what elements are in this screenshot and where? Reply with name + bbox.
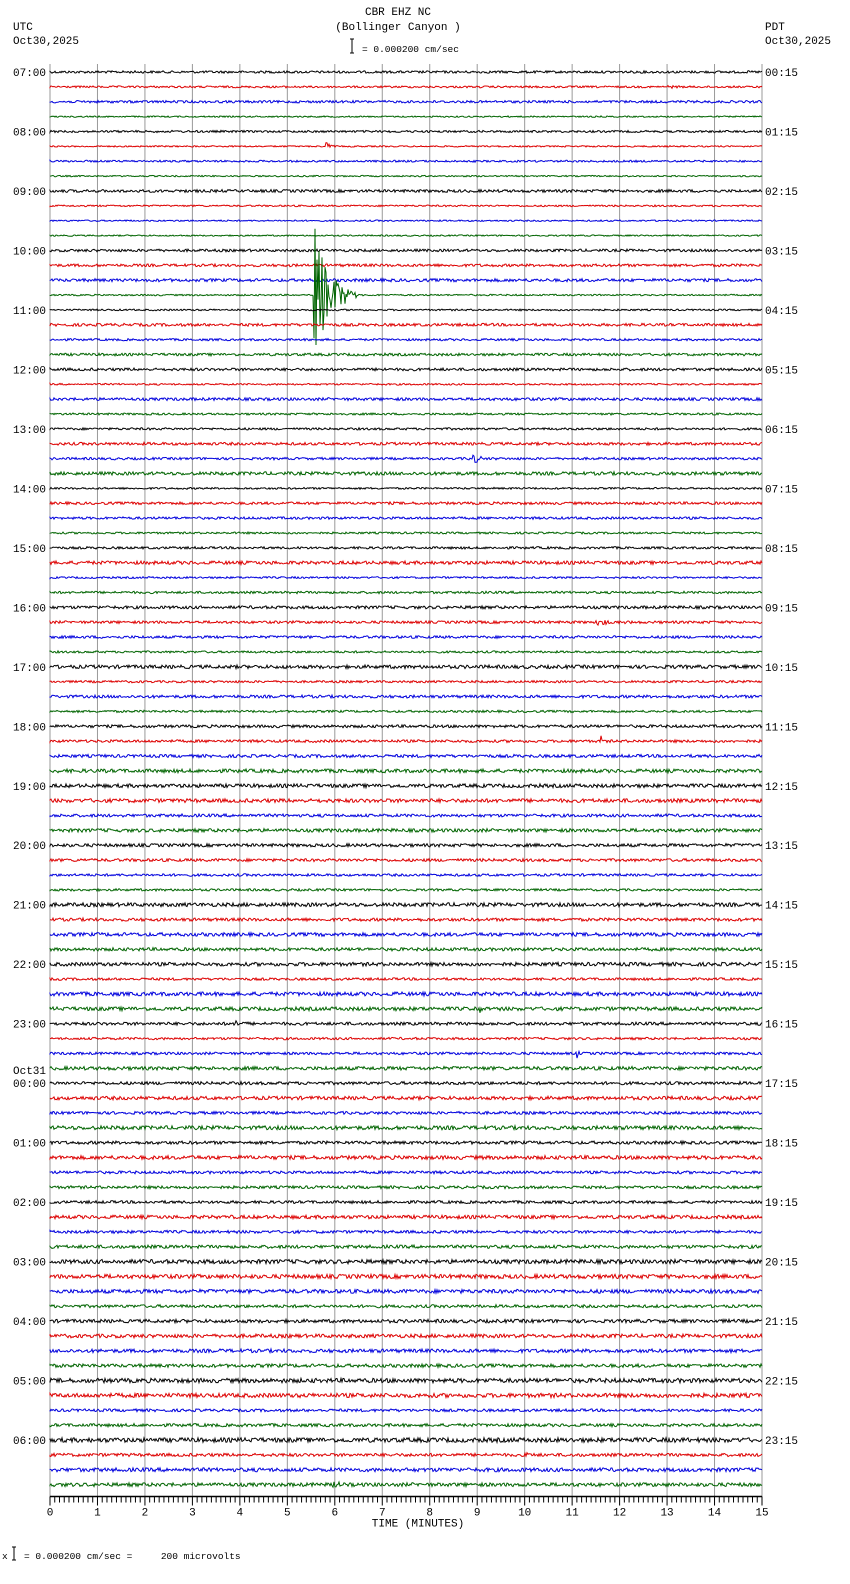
seismic-trace <box>50 130 762 132</box>
utc-hour-label: 04:00 <box>13 1317 47 1330</box>
seismic-trace <box>50 532 762 534</box>
seismic-trace <box>50 428 762 430</box>
seismic-trace <box>50 636 762 639</box>
x-tick-label: 2 <box>141 1507 149 1520</box>
seismic-trace <box>50 962 762 966</box>
seismic-trace <box>50 1393 762 1397</box>
seismic-trace <box>50 1082 762 1085</box>
pdt-hour-label: 17:15 <box>765 1079 799 1092</box>
x-tick-label: 13 <box>660 1507 674 1520</box>
station-location: (Bollinger Canyon ) <box>335 22 461 34</box>
pdt-hour-label: 03:15 <box>765 246 799 259</box>
seismic-trace <box>50 1007 762 1013</box>
seismic-trace <box>50 948 762 951</box>
seismic-trace <box>50 160 762 162</box>
utc-hour-label: 17:00 <box>13 662 47 675</box>
seismic-trace <box>50 1453 762 1457</box>
seismic-trace <box>50 86 762 89</box>
seismic-trace <box>50 517 762 519</box>
seismic-trace <box>50 249 762 252</box>
footer-scale-label: = 0.000200 cm/sec = 200 microvolts <box>24 1551 241 1562</box>
seismic-trace <box>50 710 762 712</box>
seismic-trace <box>50 323 762 326</box>
seismic-trace <box>50 769 762 773</box>
seismic-trace <box>50 1378 762 1382</box>
left-date: Oct30,2025 <box>13 36 80 48</box>
seismic-trace <box>50 175 762 176</box>
seismic-trace <box>50 116 762 117</box>
footer-scale-bar-icon <box>12 1547 16 1560</box>
utc-hour-label: 14:00 <box>13 484 47 497</box>
seismic-trace <box>50 606 762 609</box>
pdt-hour-label: 08:15 <box>765 543 799 556</box>
utc-hour-label: 19:00 <box>13 781 47 794</box>
pdt-hour-label: 13:15 <box>765 841 799 854</box>
seismic-trace <box>50 978 762 981</box>
seismic-trace <box>50 1334 762 1338</box>
left-timezone: UTC <box>13 22 33 34</box>
seismic-trace <box>50 413 762 415</box>
seismic-trace <box>50 620 762 625</box>
seismic-trace <box>50 1424 762 1427</box>
traces <box>50 71 762 1487</box>
seismic-trace <box>50 665 762 669</box>
seismic-trace <box>50 1141 762 1144</box>
seismic-trace <box>50 353 762 356</box>
utc-hour-label: 15:00 <box>13 543 47 556</box>
seismic-trace <box>50 799 762 803</box>
seismic-trace <box>50 736 762 743</box>
seismic-trace <box>50 1096 762 1100</box>
footer-scale-prefix: x <box>2 1551 8 1562</box>
seismic-trace <box>50 1230 762 1233</box>
x-tick-label: 6 <box>331 1507 339 1520</box>
x-tick-label: 3 <box>189 1507 196 1520</box>
utc-hour-label: 23:00 <box>13 1019 47 1032</box>
right-timezone: PDT <box>765 22 785 34</box>
x-tick-label: 1 <box>94 1507 101 1520</box>
utc-hour-label: 11:00 <box>13 305 47 318</box>
utc-hour-label: 18:00 <box>13 722 47 735</box>
pdt-hour-label: 02:15 <box>765 186 799 199</box>
utc-hour-label: 01:00 <box>13 1138 47 1151</box>
utc-hour-label: 16:00 <box>13 603 47 616</box>
seismic-trace <box>50 1126 762 1130</box>
seismic-trace <box>50 143 762 147</box>
utc-hour-label: 21:00 <box>13 900 47 913</box>
seismic-trace <box>50 829 762 832</box>
seismic-trace <box>50 205 762 207</box>
seismic-trace <box>50 859 762 862</box>
x-tick-label: 5 <box>284 1507 291 1520</box>
seismic-trace <box>50 1112 762 1115</box>
utc-hour-label: 22:00 <box>13 960 47 973</box>
pdt-hour-label: 07:15 <box>765 484 799 497</box>
seismic-trace <box>50 1364 762 1367</box>
seismic-trace <box>50 1349 762 1353</box>
seismic-trace <box>50 591 762 593</box>
pdt-hour-label: 10:15 <box>765 662 799 675</box>
scale-label: = 0.000200 cm/sec <box>362 44 459 55</box>
seismic-trace <box>50 1289 762 1293</box>
pdt-hour-label: 20:15 <box>765 1257 799 1270</box>
seismic-trace <box>50 235 762 236</box>
x-tick-label: 8 <box>426 1507 434 1520</box>
seismic-trace <box>50 903 762 907</box>
x-axis-label: TIME (MINUTES) <box>371 1518 465 1531</box>
pdt-hour-label: 04:15 <box>765 305 799 318</box>
utc-hour-label: 10:00 <box>13 246 47 259</box>
seismic-trace <box>50 1171 762 1174</box>
pdt-hour-label: 09:15 <box>765 603 799 616</box>
utc-hour-label: 09:00 <box>13 186 47 199</box>
seismic-trace <box>50 383 762 385</box>
x-tick-label: 14 <box>707 1507 722 1520</box>
pdt-hour-label: 23:15 <box>765 1436 799 1449</box>
seismic-trace <box>50 918 762 921</box>
pdt-hour-label: 18:15 <box>765 1138 799 1151</box>
seismic-trace <box>50 71 762 73</box>
pdt-hour-label: 14:15 <box>765 900 799 913</box>
seismic-trace <box>50 547 762 549</box>
seismic-trace <box>50 1305 762 1308</box>
seismic-trace <box>50 1021 762 1025</box>
seismic-trace <box>50 874 762 876</box>
seismic-trace <box>50 1067 762 1071</box>
pdt-hour-label: 01:15 <box>765 127 799 140</box>
utc-hour-label: 06:00 <box>13 1436 47 1449</box>
seismic-trace <box>50 101 762 104</box>
x-tick-label: 11 <box>565 1507 579 1520</box>
seismic-trace <box>50 264 762 267</box>
x-tick-label: 7 <box>378 1507 386 1520</box>
utc-hour-label: 08:00 <box>13 127 47 140</box>
utc-hour-label: 00:00 <box>13 1079 47 1092</box>
utc-hour-label: 05:00 <box>13 1376 47 1389</box>
utc-hour-label: 03:00 <box>13 1257 47 1270</box>
utc-hour-label: 13:00 <box>13 424 47 437</box>
utc-hour-label: 07:00 <box>13 68 47 80</box>
pdt-hour-label: 06:15 <box>765 424 799 437</box>
utc-hour-label: 12:00 <box>13 365 47 378</box>
seismic-trace <box>50 190 762 193</box>
seismic-trace <box>50 725 762 728</box>
seismic-trace <box>50 487 762 489</box>
seismic-trace <box>50 1438 762 1443</box>
seismic-trace <box>50 1037 762 1039</box>
seismic-trace <box>50 502 762 505</box>
pdt-hour-label: 19:15 <box>765 1198 799 1211</box>
seismic-trace <box>50 1274 762 1278</box>
seismic-trace <box>50 309 762 311</box>
x-tick-label: 12 <box>612 1507 627 1520</box>
pdt-hour-label: 05:15 <box>765 365 799 378</box>
seismic-trace <box>50 651 762 653</box>
station-title: CBR EHZ NC <box>364 7 432 19</box>
pdt-hour-label: 12:15 <box>765 781 799 794</box>
seismic-trace <box>50 1319 762 1323</box>
x-tick-label: 10 <box>518 1507 532 1520</box>
seismic-trace <box>50 681 762 683</box>
pdt-hour-label: 11:15 <box>765 722 799 735</box>
seismic-trace <box>50 577 762 579</box>
seismic-trace <box>50 889 762 891</box>
seismic-trace <box>50 398 762 401</box>
seismic-trace <box>50 1468 762 1472</box>
seismic-trace <box>50 1156 762 1160</box>
x-tick-label: 4 <box>236 1507 244 1520</box>
row-labels <box>13 68 798 1448</box>
seismic-trace <box>50 844 762 847</box>
x-tick-label: 15 <box>755 1507 769 1520</box>
seismic-trace <box>50 368 762 371</box>
seismic-trace <box>50 814 762 817</box>
scale-bar-icon <box>350 39 354 53</box>
pdt-hour-label: 21:15 <box>765 1317 799 1330</box>
date-change-label: Oct31 <box>13 1066 47 1079</box>
pdt-hour-label: 22:15 <box>765 1376 799 1389</box>
seismic-trace <box>50 1215 762 1219</box>
seismic-trace <box>50 784 762 788</box>
seismic-trace <box>50 992 762 996</box>
x-tick-label: 0 <box>46 1507 54 1520</box>
seismic-trace <box>50 561 762 564</box>
time-axis <box>47 1497 769 1520</box>
utc-hour-label: 20:00 <box>13 841 47 854</box>
seismic-trace <box>50 442 762 445</box>
seismic-trace <box>50 1482 762 1487</box>
seismic-trace <box>50 279 762 282</box>
seismic-trace <box>50 695 762 698</box>
seismic-trace <box>50 1409 762 1412</box>
seismic-trace <box>50 755 762 758</box>
pdt-hour-label: 00:15 <box>765 68 799 80</box>
x-tick-label: 9 <box>473 1507 481 1520</box>
seismic-trace <box>50 339 762 341</box>
seismic-trace <box>50 1201 762 1204</box>
seismic-trace <box>50 1186 762 1189</box>
seismic-trace <box>50 220 762 221</box>
seismic-trace <box>50 229 762 345</box>
seismic-trace <box>50 1260 762 1264</box>
seismic-trace <box>50 1051 762 1058</box>
seismic-trace <box>50 1245 762 1248</box>
seismic-trace <box>50 933 762 937</box>
pdt-hour-label: 15:15 <box>765 960 799 973</box>
seismic-trace <box>50 472 762 475</box>
right-date: Oct30,2025 <box>765 36 832 48</box>
seismic-trace <box>50 455 762 462</box>
pdt-hour-label: 16:15 <box>765 1019 799 1032</box>
utc-hour-label: 02:00 <box>13 1198 47 1211</box>
